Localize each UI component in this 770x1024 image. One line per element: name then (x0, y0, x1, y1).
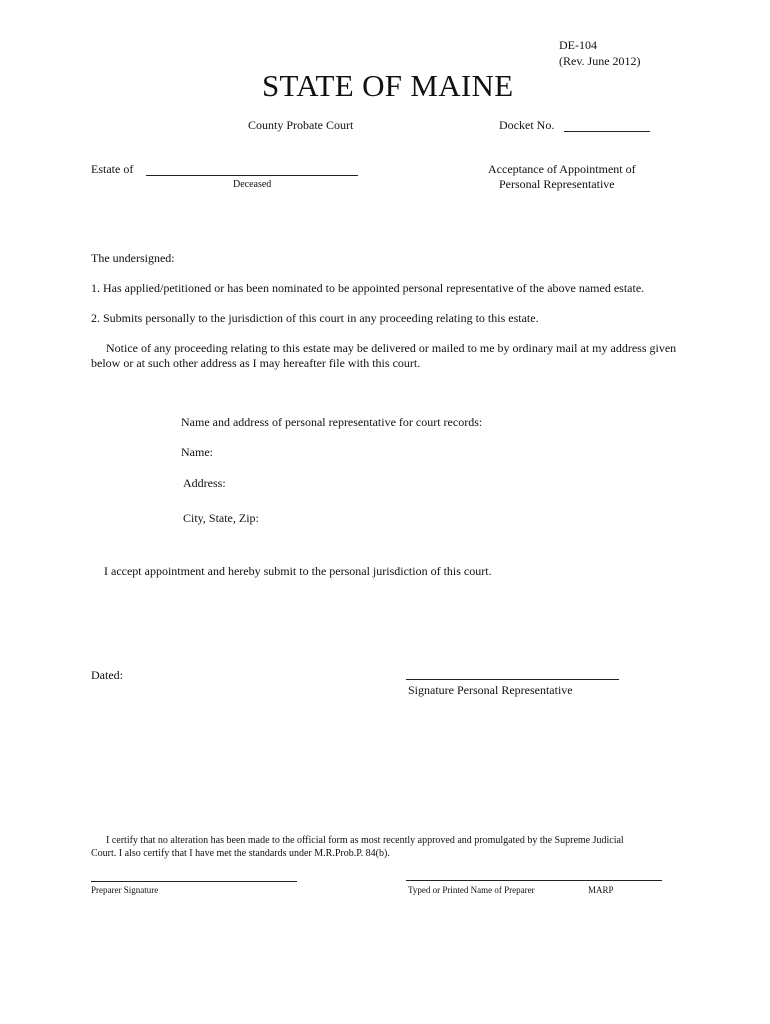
preparer-name-line[interactable] (406, 880, 662, 881)
estate-label: Estate of (91, 162, 134, 176)
dated-label: Dated: (91, 668, 123, 682)
court-name: County Probate Court (248, 118, 354, 132)
preparer-signature-line[interactable] (91, 881, 297, 882)
preparer-signature-label: Preparer Signature (91, 885, 159, 895)
document-title-line1: Acceptance of Appointment of (488, 162, 636, 176)
document-title-line2: Personal Representative (499, 177, 615, 191)
signature-line[interactable] (406, 679, 619, 680)
acceptance-statement: I accept appointment and hereby submit to the personal jurisdiction of this court. (104, 564, 492, 578)
representative-heading: Name and address of personal representative for court records: (181, 415, 483, 429)
page-title: STATE OF MAINE (262, 68, 514, 103)
city-state-zip-label: City, State, Zip: (183, 511, 259, 525)
form-revision: (Rev. June 2012) (559, 54, 641, 68)
certification-text: I certify that no alteration has been made to the official form as most recently approved and promulgated by the Supreme Judicial Court. I also certify that I have met the standards under M.R.Prob.P. 84(b). (91, 835, 624, 859)
item-2: 2. Submits personally to the jurisdiction of this court in any proceeding relating to this estate. (91, 311, 539, 325)
item-1: 1. Has applied/petitioned or has been nominated to be appointed personal representative of the above named estate. (91, 281, 645, 295)
notice-paragraph: Notice of any proceeding relating to this estate may be delivered or mailed to me by ordinary mail at my address given below or at such other address as I may hereafter file with this court. (91, 341, 677, 370)
form-number: DE-104 (559, 38, 597, 52)
deceased-label: Deceased (233, 179, 272, 190)
preparer-name-label: Typed or Printed Name of Preparer (408, 885, 535, 895)
docket-label: Docket No. (499, 118, 555, 132)
name-label: Name: (181, 445, 213, 459)
docket-number-line[interactable] (564, 131, 650, 132)
estate-name-line[interactable] (146, 175, 358, 176)
undersigned-heading: The undersigned: (91, 251, 175, 265)
signature-label: Signature Personal Representative (408, 683, 573, 697)
address-label: Address: (183, 476, 226, 490)
marp-label: MARP (588, 885, 614, 895)
